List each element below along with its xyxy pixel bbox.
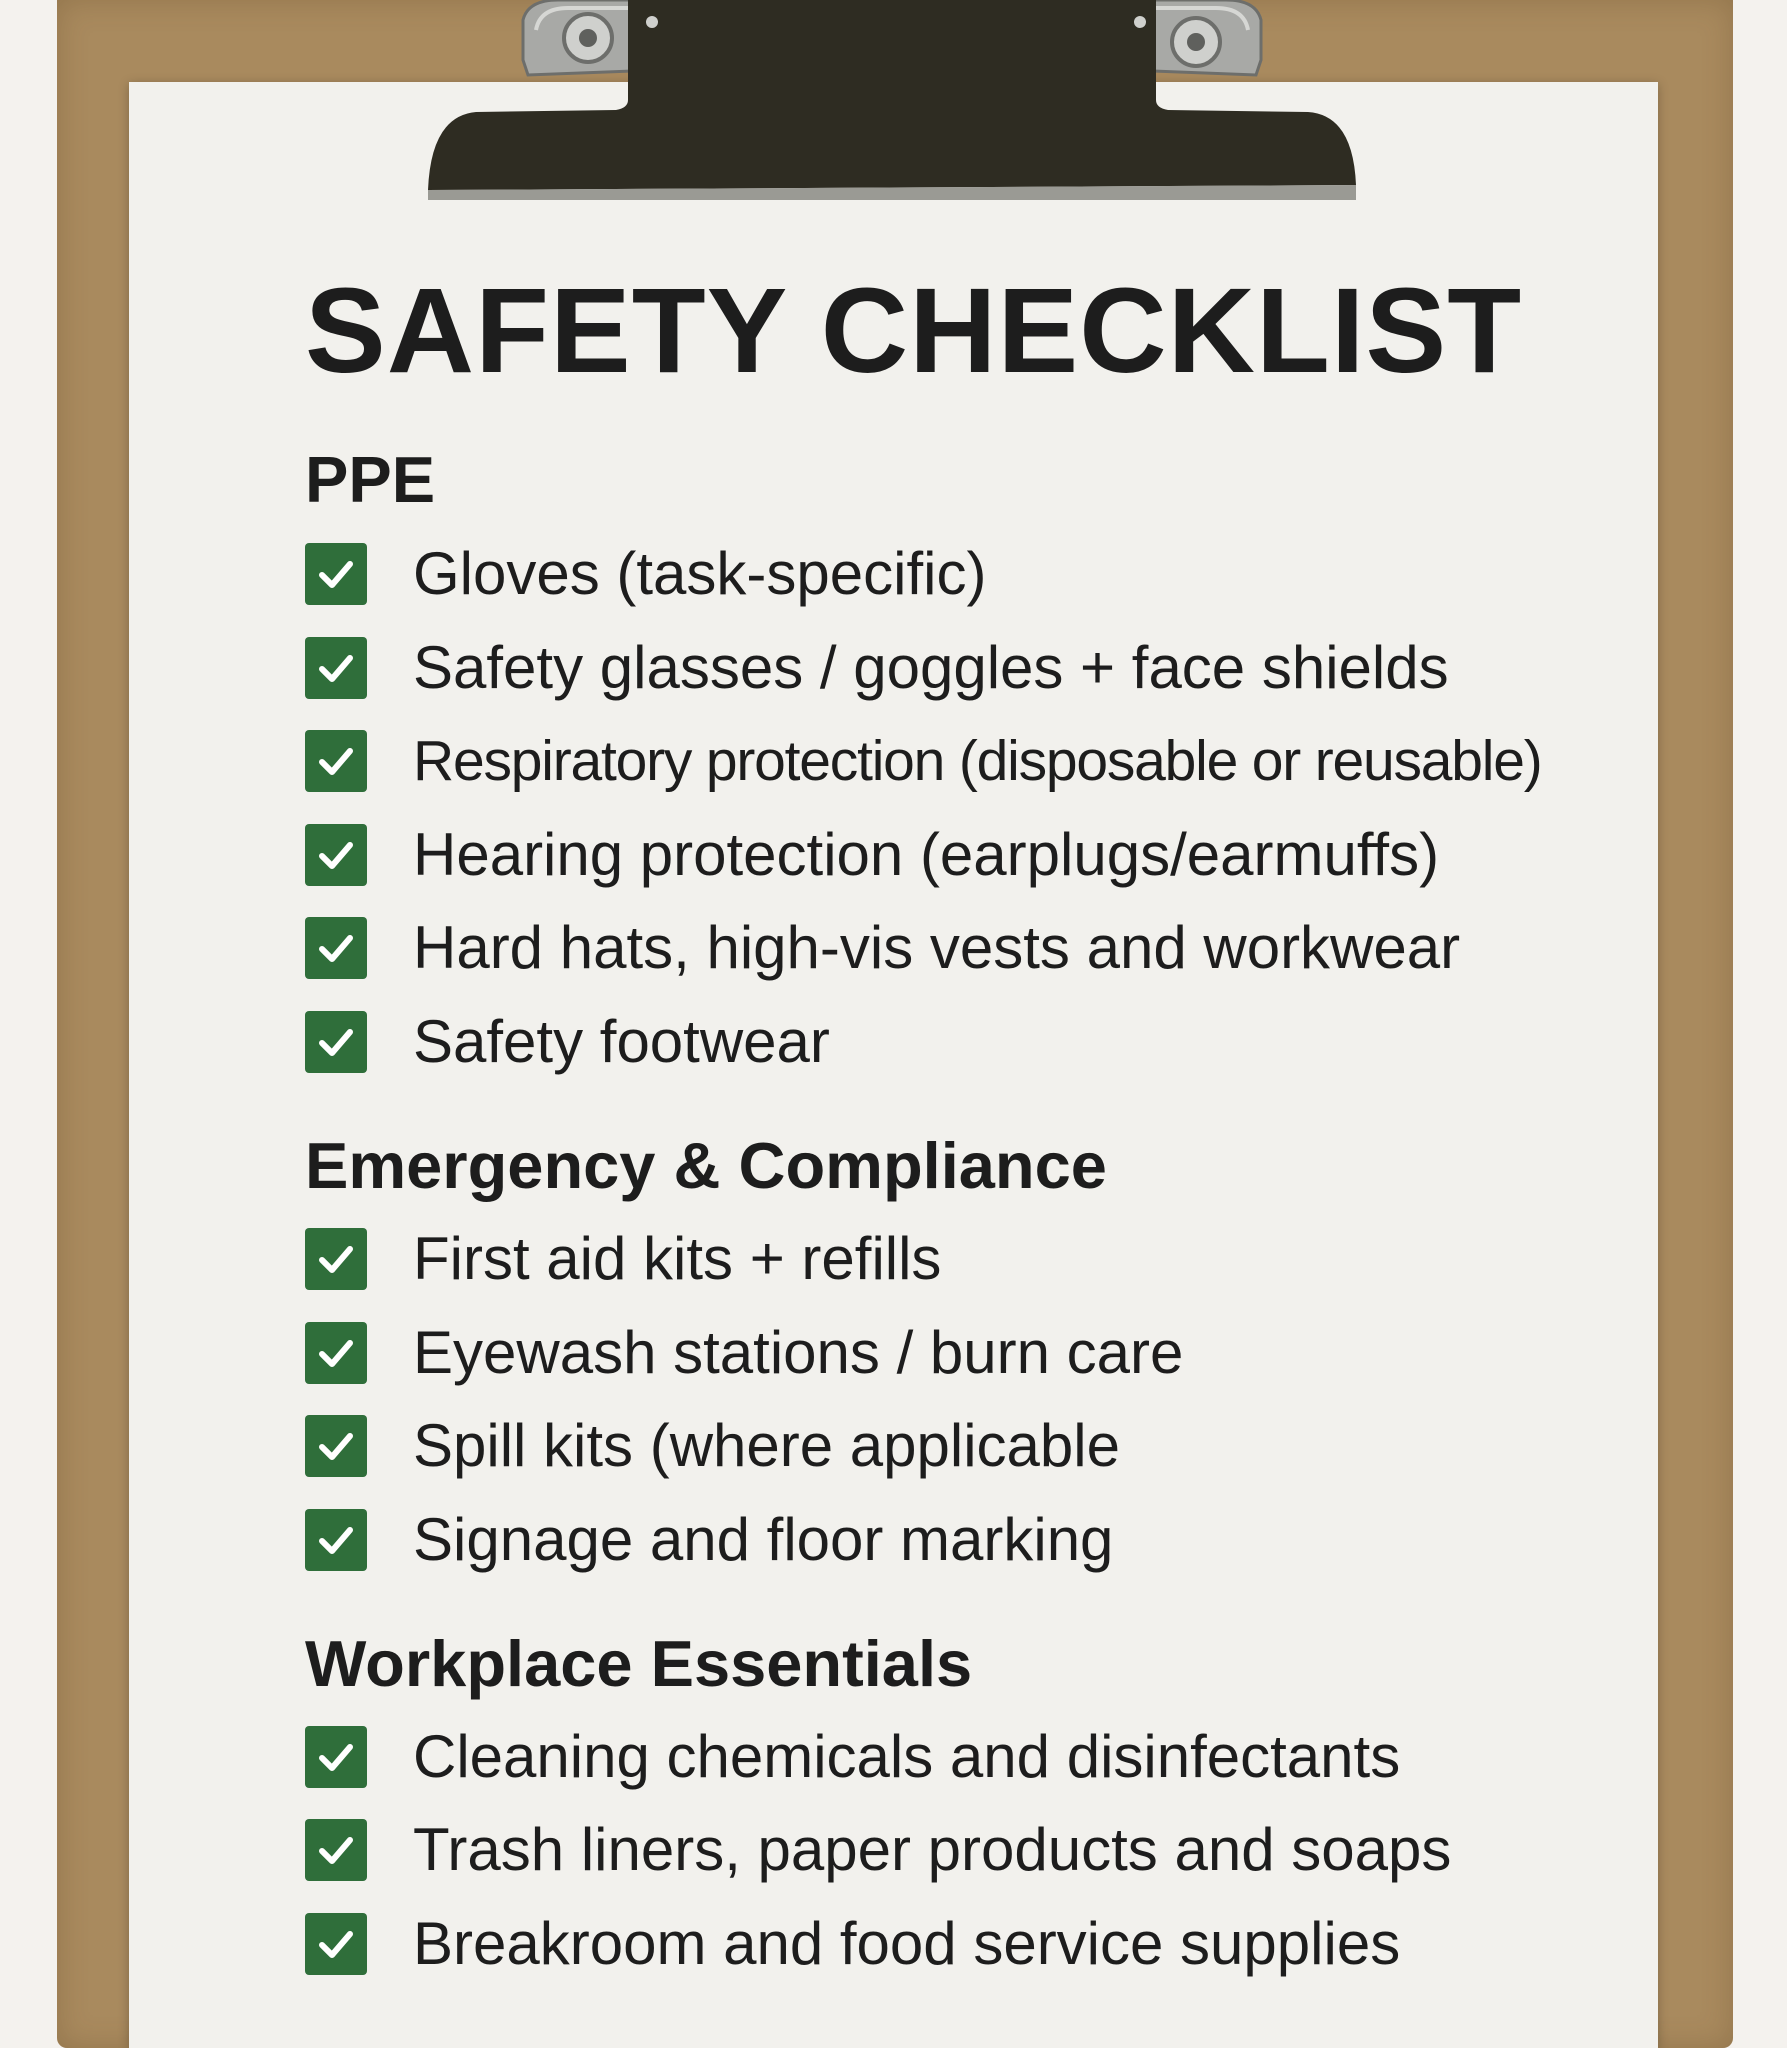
- item-label: First aid kits + refills: [413, 1225, 942, 1292]
- checkbox-checked-icon[interactable]: [305, 1011, 367, 1073]
- checkbox-checked-icon[interactable]: [305, 1415, 367, 1477]
- item-label: Spill kits (where applicable: [413, 1412, 1120, 1479]
- checkbox-checked-icon[interactable]: [305, 543, 367, 605]
- page-title: SAFETY CHECKLIST: [305, 262, 1523, 398]
- checklist-item[interactable]: [305, 1911, 1645, 1977]
- checklist-item[interactable]: [305, 1320, 1645, 1386]
- item-label: Respiratory protection (disposable or reusable): [413, 728, 1542, 793]
- checklist-item[interactable]: [305, 635, 1645, 701]
- section-heading-ppe: PPE: [305, 443, 436, 516]
- checkbox-checked-icon[interactable]: [305, 1509, 367, 1571]
- checkbox-checked-icon[interactable]: [305, 730, 367, 792]
- checkbox-checked-icon[interactable]: [305, 917, 367, 979]
- checklist-item[interactable]: [305, 1507, 1645, 1573]
- item-label: Eyewash stations / burn care: [413, 1319, 1184, 1386]
- checkbox-checked-icon[interactable]: [305, 824, 367, 886]
- checkbox-checked-icon[interactable]: [305, 1819, 367, 1881]
- checkbox-checked-icon[interactable]: [305, 1913, 367, 1975]
- item-label: Trash liners, paper products and soaps: [413, 1816, 1452, 1883]
- item-label: Cleaning chemicals and disinfectants: [413, 1723, 1401, 1790]
- checklist-item[interactable]: [305, 915, 1645, 981]
- checklist-item[interactable]: [305, 728, 1645, 794]
- item-label: Breakroom and food service supplies: [413, 1910, 1401, 1977]
- checkbox-checked-icon[interactable]: [305, 637, 367, 699]
- item-label: Signage and floor marking: [413, 1506, 1114, 1573]
- item-label: Safety footwear: [413, 1008, 830, 1075]
- clipboard-clip: [428, 0, 1356, 200]
- item-label: Safety glasses / goggles + face shields: [413, 634, 1449, 701]
- item-label: Gloves (task-specific): [413, 540, 987, 607]
- checklist-item[interactable]: [305, 1009, 1645, 1075]
- item-label: Hearing protection (earplugs/earmuffs): [413, 821, 1440, 888]
- checklist-item[interactable]: [305, 1817, 1645, 1883]
- checklist-item[interactable]: [305, 1413, 1645, 1479]
- checklist-item[interactable]: [305, 541, 1645, 607]
- checkbox-checked-icon[interactable]: [305, 1322, 367, 1384]
- item-label: Hard hats, high-vis vests and workwear: [413, 914, 1461, 981]
- checklist-item[interactable]: [305, 1724, 1645, 1790]
- section-heading-workplace-essentials: Workplace Essentials: [305, 1627, 973, 1700]
- checkbox-checked-icon[interactable]: [305, 1228, 367, 1290]
- checkbox-checked-icon[interactable]: [305, 1726, 367, 1788]
- checklist-item[interactable]: [305, 822, 1645, 888]
- section-heading-emergency-compliance: Emergency & Compliance: [305, 1129, 1107, 1202]
- checklist-item[interactable]: [305, 1226, 1645, 1292]
